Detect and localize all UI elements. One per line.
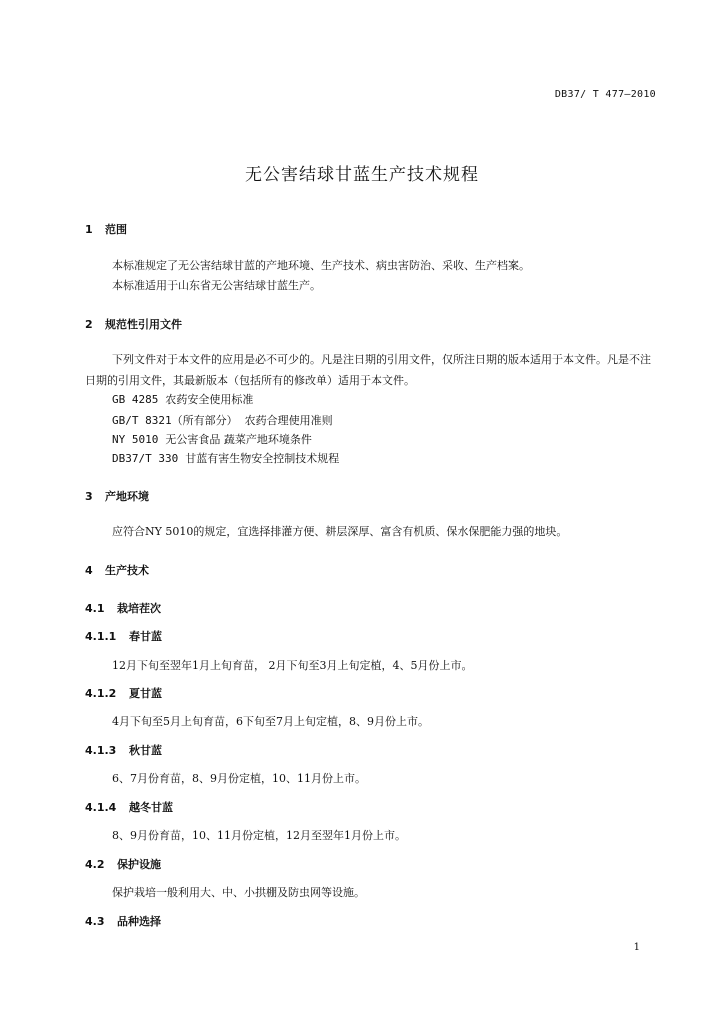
section-heading-2: 2 规范性引用文件 bbox=[85, 318, 182, 331]
document-title: 无公害结球甘蓝生产技术规程 bbox=[245, 165, 479, 185]
section-heading-4-1-3: 4.1.3 秋甘蓝 bbox=[85, 744, 162, 757]
section-heading-1: 1 范围 bbox=[85, 223, 127, 236]
reference-item: NY 5010 无公害食品 蔬菜产地环境条件 bbox=[112, 433, 312, 446]
section-heading-4-3: 4.3 品种选择 bbox=[85, 915, 161, 928]
reference-item: DB37/T 330 甘蓝有害生物安全控制技术规程 bbox=[112, 452, 340, 465]
paragraph: 保护栽培一般利用大、中、小拱棚及防虫网等设施。 bbox=[112, 886, 365, 899]
reference-item: GB/T 8321（所有部分） 农药合理使用准则 bbox=[112, 414, 333, 427]
section-heading-4-1-4: 4.1.4 越冬甘蓝 bbox=[85, 801, 173, 814]
reference-item: GB 4285 农药安全使用标准 bbox=[112, 393, 254, 406]
section-heading-4-1-2: 4.1.2 夏甘蓝 bbox=[85, 687, 162, 700]
section-heading-4-2: 4.2 保护设施 bbox=[85, 858, 161, 871]
document-number: DB37/ T 477—2010 bbox=[554, 89, 656, 100]
section-heading-4-1: 4.1 栽培茬次 bbox=[85, 602, 161, 615]
section-heading-4-1-1: 4.1.1 春甘蓝 bbox=[85, 630, 162, 643]
paragraph: 下列文件对于本文件的应用是必不可少的。凡是注日期的引用文件，仅所注日期的版本适用于本文件。凡是不注日期的引用文件，其最新版本（包括所有的修改单）适用于本文件。 bbox=[85, 353, 651, 387]
paragraph: 8、9月份育苗，10、11月份定植，12月至翌年1月份上市。 bbox=[112, 829, 406, 842]
section-heading-3: 3 产地环境 bbox=[85, 490, 149, 503]
paragraph: 6、7月份育苗，8、9月份定植，10、11月份上市。 bbox=[112, 772, 366, 785]
paragraph: 本标准适用于山东省无公害结球甘蓝生产。 bbox=[112, 279, 321, 292]
page-number: 1 bbox=[633, 942, 640, 953]
paragraph: 4月下旬至5月上旬育苗，6下旬至7月上旬定植，8、9月份上市。 bbox=[112, 715, 429, 728]
paragraph: 12月下旬至翌年1月上旬育苗， 2月下旬至3月上旬定植，4、5月份上市。 bbox=[112, 659, 473, 672]
paragraph: 应符合NY 5010的规定，宜选择排灌方便、耕层深厚、富含有机质、保水保肥能力强的地块。 bbox=[112, 525, 568, 538]
paragraph: 本标准规定了无公害结球甘蓝的产地环境、生产技术、病虫害防治、采收、生产档案。 bbox=[112, 259, 530, 272]
section-heading-4: 4 生产技术 bbox=[85, 564, 149, 577]
